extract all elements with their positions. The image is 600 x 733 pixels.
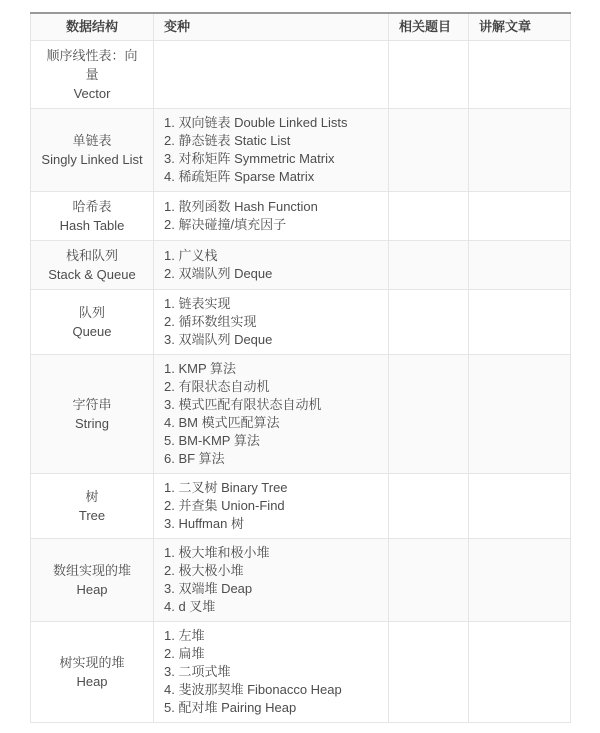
variant-item: 3. 模式匹配有限状态自动机 bbox=[164, 397, 322, 412]
variant-item: 1. 广义栈 bbox=[164, 248, 218, 263]
structure-name-en: Hash Table bbox=[59, 218, 125, 233]
related-problems-cell bbox=[389, 622, 469, 723]
structure-name-en: Heap bbox=[76, 582, 108, 597]
table-row bbox=[31, 539, 571, 622]
structure-name-zh: 队列 bbox=[78, 305, 105, 320]
articles-cell bbox=[469, 539, 571, 622]
related-problems-cell bbox=[389, 290, 469, 355]
structure-name-zh: 树实现的堆 bbox=[59, 655, 125, 670]
structure-name-en: Queue bbox=[72, 324, 112, 339]
structure-name-en: Stack & Queue bbox=[48, 267, 136, 282]
related-problems-cell bbox=[389, 41, 469, 109]
variants-cell bbox=[154, 41, 389, 109]
articles-cell bbox=[469, 192, 571, 241]
related-problems-cell bbox=[389, 109, 469, 192]
table-row bbox=[31, 290, 571, 355]
table-row bbox=[31, 622, 571, 723]
variant-item: 2. 循环数组实现 bbox=[164, 314, 257, 329]
column-header-related-problems: 相关题目 bbox=[389, 13, 469, 41]
structure-name-cell bbox=[31, 41, 154, 109]
variants-cell bbox=[154, 192, 389, 241]
column-header-articles: 讲解文章 bbox=[469, 13, 571, 41]
variant-item: 5. BM-KMP 算法 bbox=[164, 433, 260, 448]
structure-name-cell bbox=[31, 241, 154, 290]
structure-name-zh: 哈希表 bbox=[72, 199, 112, 214]
articles-cell bbox=[469, 109, 571, 192]
column-header-data-structure: 数据结构 bbox=[31, 13, 154, 41]
structure-name-en: Heap bbox=[76, 674, 108, 689]
variant-item: 3. 双端堆 Deap bbox=[164, 581, 253, 596]
variant-item: 2. 扁堆 bbox=[164, 646, 205, 661]
structure-name-en: Vector bbox=[73, 86, 111, 101]
variant-item: 2. 极大极小堆 bbox=[164, 563, 244, 578]
variants-cell bbox=[154, 109, 389, 192]
structure-name-cell bbox=[31, 355, 154, 474]
variant-item: 3. 二项式堆 bbox=[164, 664, 231, 679]
structure-name-zh: 字符串 bbox=[72, 397, 112, 412]
table-row bbox=[31, 192, 571, 241]
articles-cell bbox=[469, 41, 571, 109]
structure-name-zh: 树 bbox=[85, 489, 99, 504]
column-header-variants: 变种 bbox=[154, 13, 389, 41]
variant-item: 1. 二叉树 Binary Tree bbox=[164, 480, 288, 495]
related-problems-cell bbox=[389, 539, 469, 622]
related-problems-cell bbox=[389, 241, 469, 290]
articles-cell bbox=[469, 474, 571, 539]
variant-item: 6. BF 算法 bbox=[164, 451, 225, 466]
variant-item: 1. 左堆 bbox=[164, 628, 205, 643]
table-body bbox=[31, 41, 571, 723]
data-structures-table bbox=[30, 12, 571, 723]
variant-item: 2. 解决碰撞/填充因子 bbox=[164, 217, 287, 232]
structure-name-cell bbox=[31, 109, 154, 192]
structure-name-cell bbox=[31, 539, 154, 622]
table-row bbox=[31, 355, 571, 474]
related-problems-cell bbox=[389, 355, 469, 474]
header-row bbox=[31, 13, 571, 41]
variant-item: 1. 双向链表 Double Linked Lists bbox=[164, 115, 348, 130]
variant-item: 2. 有限状态自动机 bbox=[164, 379, 270, 394]
structure-name-cell bbox=[31, 192, 154, 241]
variant-item: 2. 双端队列 Deque bbox=[164, 266, 273, 281]
structure-name-zh: 栈和队列 bbox=[65, 248, 118, 263]
structure-name-zh: 顺序线性表：向量 bbox=[46, 48, 138, 82]
variant-item: 2. 静态链表 Static List bbox=[164, 133, 291, 148]
table-row bbox=[31, 474, 571, 539]
articles-cell bbox=[469, 290, 571, 355]
variants-cell bbox=[154, 539, 389, 622]
structure-name-cell bbox=[31, 474, 154, 539]
related-problems-cell bbox=[389, 474, 469, 539]
variant-item: 1. 散列函数 Hash Function bbox=[164, 199, 318, 214]
structure-name-en: String bbox=[75, 416, 109, 431]
structure-name-en: Tree bbox=[78, 508, 106, 523]
variants-cell bbox=[154, 355, 389, 474]
table-row bbox=[31, 241, 571, 290]
articles-cell bbox=[469, 355, 571, 474]
variants-cell bbox=[154, 290, 389, 355]
variant-item: 3. 对称矩阵 Symmetric Matrix bbox=[164, 151, 335, 166]
structure-name-en: Singly Linked List bbox=[41, 152, 143, 167]
articles-cell bbox=[469, 622, 571, 723]
table-row bbox=[31, 109, 571, 192]
variant-item: 3. Huffman 树 bbox=[164, 516, 244, 531]
variants-cell bbox=[154, 622, 389, 723]
structure-name-cell bbox=[31, 290, 154, 355]
structure-name-zh: 数组实现的堆 bbox=[52, 563, 131, 578]
variant-item: 3. 双端队列 Deque bbox=[164, 332, 273, 347]
variant-item: 1. KMP 算法 bbox=[164, 361, 237, 376]
related-problems-cell bbox=[389, 192, 469, 241]
variant-item: 1. 链表实现 bbox=[164, 296, 231, 311]
structure-name-zh: 单链表 bbox=[72, 133, 112, 148]
variants-cell bbox=[154, 241, 389, 290]
variant-item: 2. 并查集 Union-Find bbox=[164, 498, 285, 513]
variants-cell bbox=[154, 474, 389, 539]
table-row bbox=[31, 41, 571, 109]
variant-item: 5. 配对堆 Pairing Heap bbox=[164, 700, 297, 715]
variant-item: 1. 极大堆和极小堆 bbox=[164, 545, 270, 560]
variant-item: 4. BM 模式匹配算法 bbox=[164, 415, 280, 430]
structure-name-cell bbox=[31, 622, 154, 723]
variant-item: 4. 稀疏矩阵 Sparse Matrix bbox=[164, 169, 315, 184]
variant-item: 4. d 叉堆 bbox=[164, 599, 216, 614]
variant-item: 4. 斐波那契堆 Fibonacco Heap bbox=[164, 682, 342, 697]
articles-cell bbox=[469, 241, 571, 290]
